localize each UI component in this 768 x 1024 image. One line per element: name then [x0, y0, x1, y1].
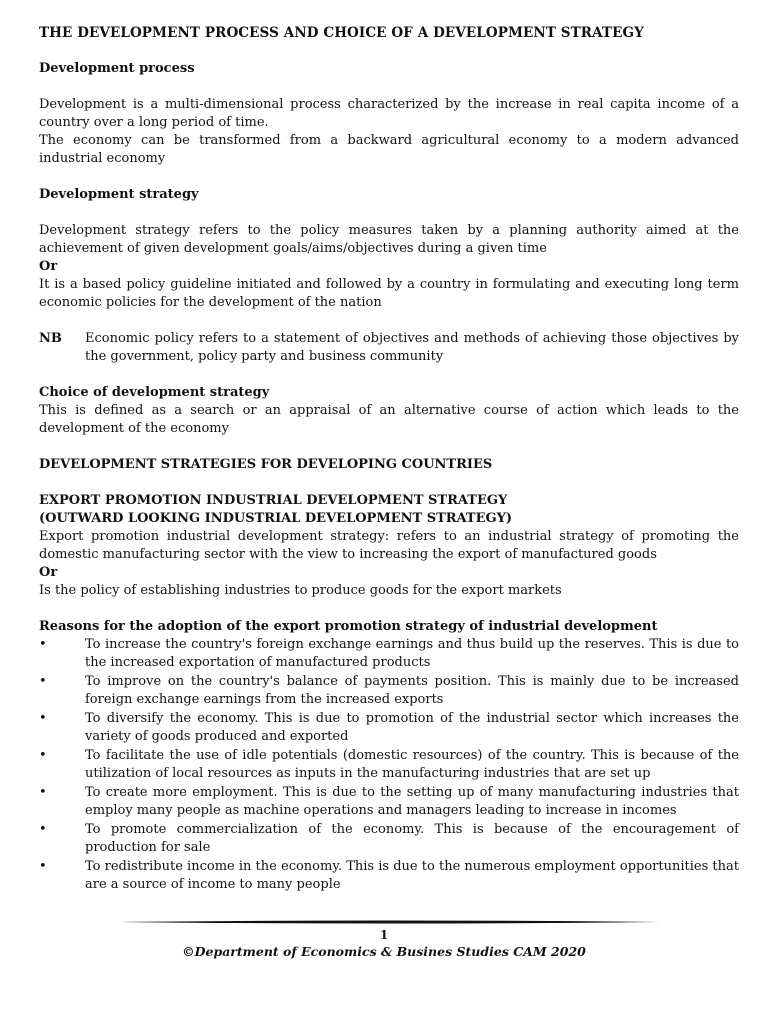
footer-copyright: ©Department of Economics & Busines Studies CAM 2020: [182, 944, 586, 959]
reason-item: [39, 821, 739, 857]
choice-heading: Choice of development strategy: [39, 385, 270, 400]
bullet-icon: •: [39, 748, 47, 763]
reasons-heading: Reasons for the adoption of the export promotion strategy of industrial development: [39, 619, 658, 634]
nb-label: NB: [39, 331, 62, 346]
development-strategy-para-1: Development strategy refers to the policy measures taken by a planning authority aimed at the achievement of given development goals/aims/objectives during a given time: [39, 223, 739, 256]
reason-text: To facilitate the use of idle potentials (domestic resources) of the country. This is because of the utilization of local resources as inputs in the manufacturing industries that are set up: [85, 748, 739, 781]
reason-text: To increase the country's foreign exchange earnings and thus build up the reserves. This is due to the increased exportation of manufactured products: [85, 637, 739, 670]
bullet-icon: •: [39, 859, 47, 874]
reason-item: [39, 636, 739, 672]
reason-item: [39, 710, 739, 746]
bullet-icon: •: [39, 637, 47, 652]
reason-item: [39, 784, 739, 820]
export-promotion-or: Or: [39, 565, 58, 580]
reason-text: To create more employment. This is due to the setting up of many manufacturing industries that employ many people as machine operations and managers leading to increase in incomes: [85, 785, 739, 818]
document-title: THE DEVELOPMENT PROCESS AND CHOICE OF A DEVELOPMENT STRATEGY: [39, 25, 644, 41]
export-promotion-subheading: (OUTWARD LOOKING INDUSTRIAL DEVELOPMENT STRATEGY): [39, 511, 513, 526]
development-strategy-heading: Development strategy: [39, 187, 199, 202]
strategies-heading: DEVELOPMENT STRATEGIES FOR DEVELOPING COUNTRIES: [39, 457, 493, 472]
choice-text: This is defined as a search or an appraisal of an alternative course of action which leads to the development of the economy: [39, 403, 739, 436]
development-process-heading: Development process: [39, 61, 195, 76]
development-process-para-2: The economy can be transformed from a backward agricultural economy to a modern advanced industrial economy: [39, 133, 739, 166]
export-promotion-heading: EXPORT PROMOTION INDUSTRIAL DEVELOPMENT STRATEGY: [39, 493, 508, 508]
reason-text: To diversify the economy. This is due to promotion of the industrial sector which increases the variety of goods produced and exported: [85, 711, 739, 744]
bullet-icon: •: [39, 711, 47, 726]
nb-note: [39, 330, 739, 366]
reason-item: [39, 747, 739, 783]
reason-text: To redistribute income in the economy. This is due to the numerous employment opportunities that are a source of income to many people: [85, 859, 739, 892]
reasons-list: [39, 636, 739, 894]
reason-item: [39, 858, 739, 894]
footer-divider: [120, 920, 660, 924]
export-promotion-para-1: Export promotion industrial development strategy: refers to an industrial strategy of promoting the domestic manufacturing sector with the view to increasing the export of manufactured goods: [39, 529, 739, 562]
reason-text: To improve on the country's balance of payments position. This is mainly due to be increased foreign exchange earnings from the increased exports: [85, 674, 739, 707]
export-promotion-para-2: Is the policy of establishing industries to produce goods for the export markets: [39, 583, 562, 598]
bullet-icon: •: [39, 785, 47, 800]
development-process-para-1: Development is a multi-dimensional process characterized by the increase in real capita income of a country over a long period of time.: [39, 97, 739, 130]
document-page: [39, 24, 739, 895]
reason-text: To promote commercialization of the economy. This is because of the encouragement of production for sale: [85, 822, 739, 855]
development-strategy-para-2: It is a based policy guideline initiated and followed by a country in formulating and executing long term economic policies for the development of the nation: [39, 277, 739, 310]
bullet-icon: •: [39, 674, 47, 689]
development-strategy-or: Or: [39, 259, 58, 274]
bullet-icon: •: [39, 822, 47, 837]
reason-item: [39, 673, 739, 709]
page-number: 1: [379, 928, 389, 942]
nb-text: Economic policy refers to a statement of objectives and methods of achieving those objectives by the government, policy party and business community: [85, 331, 739, 364]
